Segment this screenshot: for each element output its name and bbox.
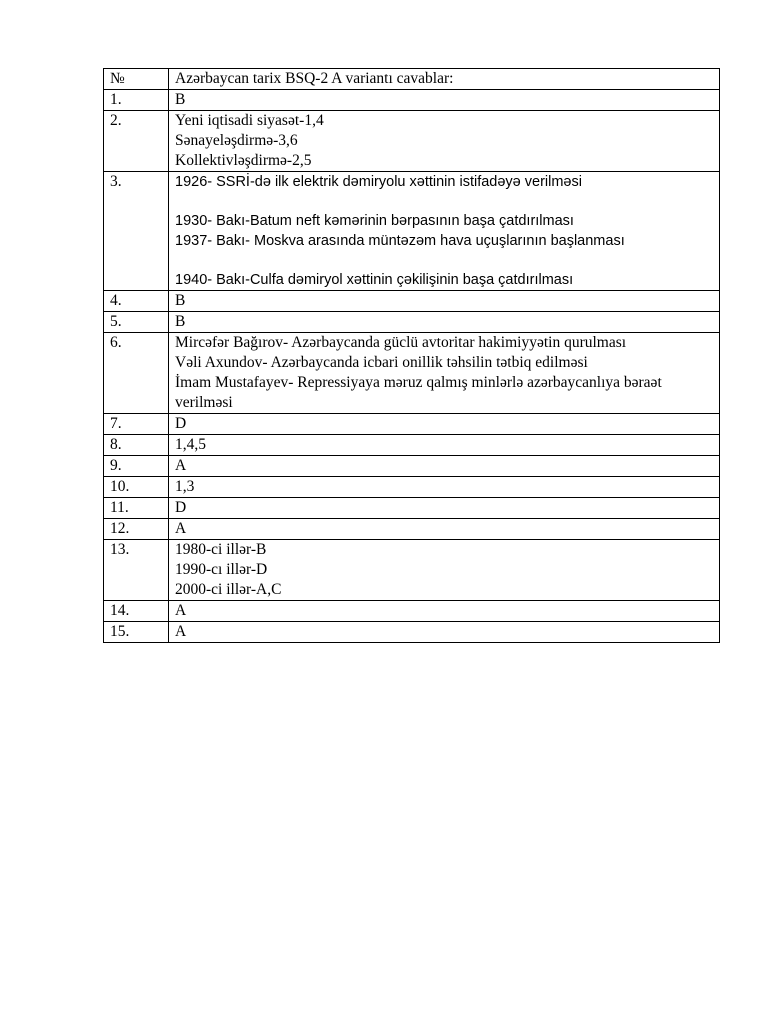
answer-line: B [175, 292, 186, 309]
row-number: 13. [104, 540, 169, 601]
answer-line: İmam Mustafayev- Repressiyaya məruz qalmış minlərlə azərbaycanlıya bəraət verilməsi [175, 374, 662, 411]
answer-cell [169, 519, 720, 540]
answer-cell [169, 90, 720, 111]
row-number: 12. [104, 519, 169, 540]
answer-cell [169, 111, 720, 172]
table-row [104, 477, 720, 498]
answer-line: 1990-cı illər-D [175, 561, 268, 578]
answer-line: Kollektivləşdirmə-2,5 [175, 152, 312, 169]
row-number: 7. [104, 414, 169, 435]
answer-line: B [175, 91, 186, 108]
line-spacer [175, 251, 719, 270]
line-spacer [175, 192, 719, 211]
table-row [104, 172, 720, 291]
row-number: 6. [104, 333, 169, 414]
answer-cell [169, 172, 720, 291]
answer-line: A [175, 457, 187, 474]
header-title-cell: Azərbaycan tarix BSQ-2 A variantı cavablar: [169, 69, 720, 90]
answer-line: A [175, 623, 187, 640]
table-row [104, 540, 720, 601]
table-row [104, 333, 720, 414]
answer-line: 1930- Bakı-Batum neft kəmərinin bərpasının başa çatdırılması [175, 213, 574, 229]
answer-cell [169, 456, 720, 477]
answer-line: 2000-ci illər-A,C [175, 581, 282, 598]
answer-line: Vəli Axundov- Azərbaycanda icbari onillik təhsilin tətbiq edilməsi [175, 354, 588, 371]
answer-line: A [175, 602, 187, 619]
table-row [104, 435, 720, 456]
table-header-row [104, 69, 720, 90]
row-number: 15. [104, 622, 169, 643]
answer-line: 1,3 [175, 478, 195, 495]
row-number: 14. [104, 601, 169, 622]
row-number: 1. [104, 90, 169, 111]
row-number: 2. [104, 111, 169, 172]
answer-cell [169, 312, 720, 333]
table-row [104, 601, 720, 622]
row-number: 5. [104, 312, 169, 333]
answer-line: D [175, 415, 187, 432]
answer-cell [169, 414, 720, 435]
table-row [104, 111, 720, 172]
table-row [104, 498, 720, 519]
answer-line: 1937- Bakı- Moskva arasında müntəzəm hava uçuşlarının başlanması [175, 233, 625, 249]
row-number: 3. [104, 172, 169, 291]
header-number-cell: № [104, 69, 169, 90]
table-row [104, 414, 720, 435]
row-number: 10. [104, 477, 169, 498]
answer-line: 1926- SSRİ-də ilk elektrik dəmiryolu xəttinin istifadəyə verilməsi [175, 174, 582, 190]
answer-line: B [175, 313, 186, 330]
table-row [104, 90, 720, 111]
answer-line: Sənayeləşdirmə-3,6 [175, 132, 298, 149]
row-number: 4. [104, 291, 169, 312]
answer-line: D [175, 499, 187, 516]
answer-line: Mircəfər Bağırov- Azərbaycanda güclü avtoritar hakimiyyətin qurulması [175, 334, 627, 351]
answer-cell [169, 477, 720, 498]
answer-line: A [175, 520, 187, 537]
answer-line: 1980-ci illər-B [175, 541, 267, 558]
answer-cell [169, 498, 720, 519]
answer-cell [169, 601, 720, 622]
row-number: 9. [104, 456, 169, 477]
row-number: 8. [104, 435, 169, 456]
answer-line: Yeni iqtisadi siyasət-1,4 [175, 112, 324, 129]
table-row [104, 312, 720, 333]
table-row [104, 519, 720, 540]
answers-table [103, 68, 720, 643]
table-row [104, 456, 720, 477]
answer-cell [169, 622, 720, 643]
answer-cell [169, 540, 720, 601]
answer-cell [169, 291, 720, 312]
answer-cell [169, 333, 720, 414]
answer-cell [169, 435, 720, 456]
table-row [104, 622, 720, 643]
table-row [104, 291, 720, 312]
answer-line: 1940- Bakı-Culfa dəmiryol xəttinin çəkilişinin başa çatdırılması [175, 272, 574, 288]
row-number: 11. [104, 498, 169, 519]
answer-line: 1,4,5 [175, 436, 206, 453]
